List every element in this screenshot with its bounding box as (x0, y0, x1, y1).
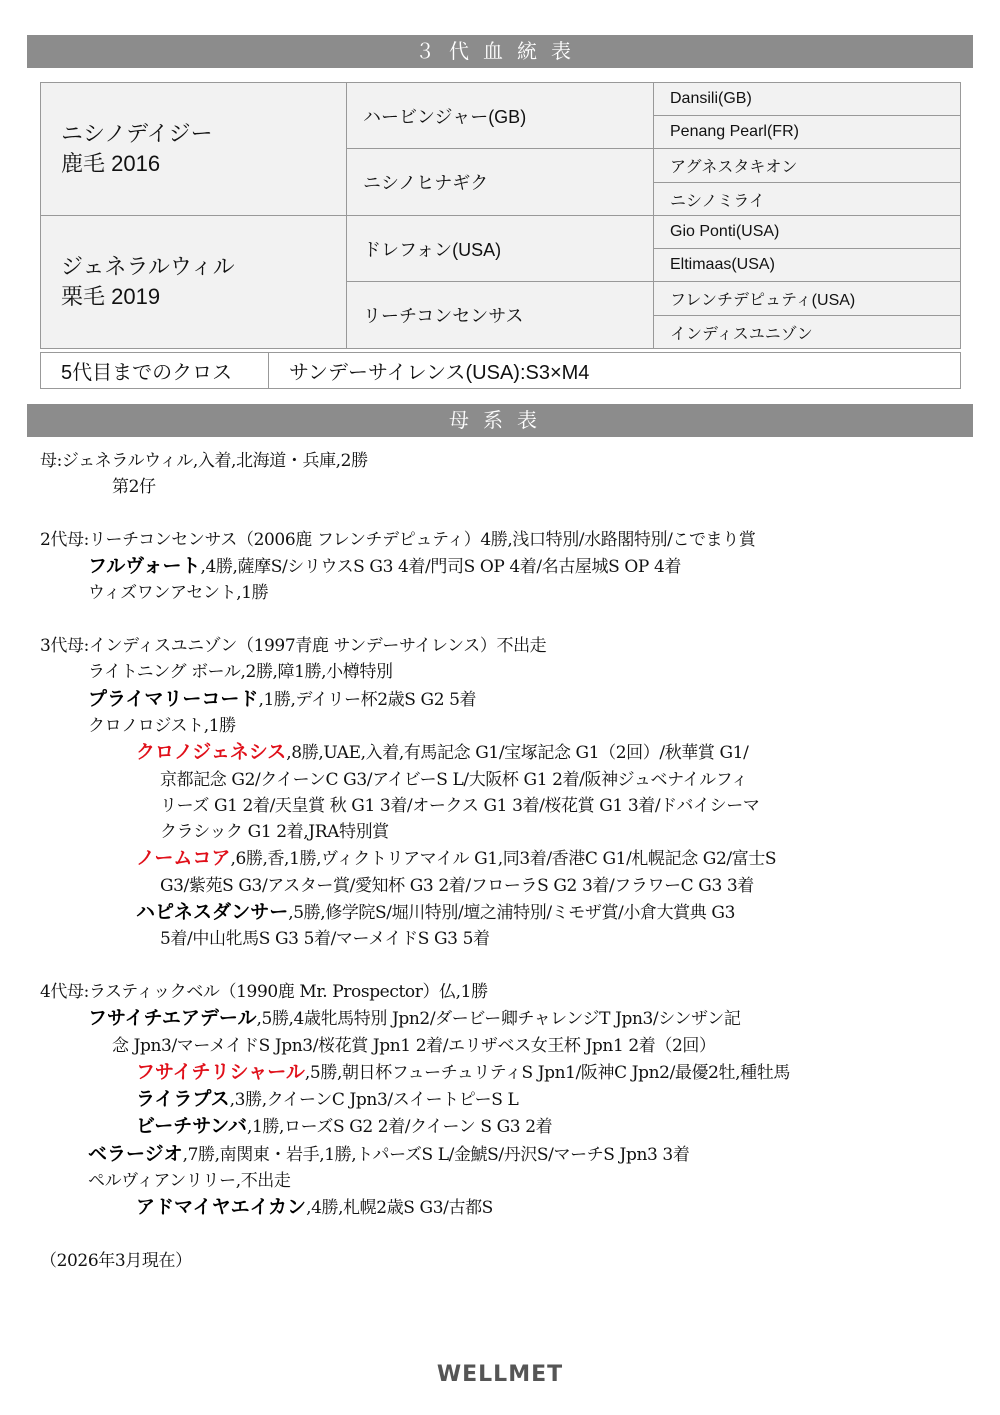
horse-name: フルヴォート (88, 555, 201, 578)
horse-name: アドマイヤエイカン (136, 1196, 307, 1219)
list-item (40, 1086, 970, 1113)
horse-name: ライラプス (136, 1088, 230, 1111)
sire-sire-dam-cell: Penang Pearl(FR) (654, 116, 961, 149)
inbreeding-cross-table (40, 352, 961, 389)
sire-name: ニシノデイジー (61, 121, 213, 146)
horse-name: ハピネスダンサー (136, 901, 289, 924)
record-continuation: リーズ G1 2着/天皇賞 秋 G1 3着/オークス G1 3着/桜花賞 G1 3着/ドバイシーマ (160, 795, 760, 816)
pedigree-section-header: ３代血統表 (27, 35, 973, 68)
cross-value: サンデーサイレンス(USA):S3×M4 (269, 353, 961, 389)
record-continuation: 京都記念 G2/クイーンC G3/アイビーS L/大阪杯 G1 2着/阪神ジュベナイルフィ (160, 769, 748, 790)
list-item (40, 686, 970, 713)
list-item (40, 1113, 970, 1140)
horse-record: ,5勝,4歳牝馬特別 Jpn2/ダービー卿チャレンジT Jpn3/シンザン記 (256, 1009, 741, 1030)
sire-dam-cell: ニシノヒナギク (347, 149, 654, 216)
sire-sire-cell: ハービンジャー(GB) (347, 83, 654, 149)
list-item (40, 1005, 970, 1032)
highlighted-horse-name: フサイチリシャール (136, 1060, 305, 1083)
dam-sire-cell: ドレフォン(USA) (347, 216, 654, 282)
sire-sire-sire-cell: Dansili(GB) (654, 83, 961, 116)
second-dam-line: 2代母:リーチコンセンサス（2006鹿 フレンチデピュティ）4勝,浅口特別/水路閣特別/こでまり賞 (40, 529, 756, 550)
cross-label: 5代目までのクロス (41, 353, 269, 389)
horse-record: ,4勝,薩摩S/シリウスS G3 4着/門司S OP 4着/名古屋城S OP 4着 (200, 557, 681, 578)
sire-dam-sire-cell: アグネスタキオン (654, 149, 961, 183)
list-item (40, 1141, 970, 1168)
sire-info: 鹿毛 2016 (61, 151, 161, 176)
horse-record: ,8勝,UAE,入着,有馬記念 G1/宝塚記念 G1（2回）/秋華賞 G1/ (286, 743, 749, 764)
fourth-dam-line: 4代母:ラスティックベル（1990鹿 Mr. Prospector）仏,1勝 (40, 981, 488, 1002)
record-continuation: 5着/中山牝馬S G3 5着/マーメイドS G3 5着 (160, 929, 490, 950)
horse-record: ,1勝,デイリー杯2歳S G2 5着 (258, 689, 477, 710)
horse-record: ,4勝,札幌2歳S G3/古都S (306, 1198, 493, 1219)
list-item: ライトニング ボール,2勝,障1勝,小樽特別 (88, 662, 393, 683)
dam-cell (41, 216, 347, 349)
female-line-section-header: 母系表 (27, 404, 973, 437)
list-item: クロノロジスト,1勝 (88, 715, 236, 736)
pedigree-table (40, 82, 961, 349)
record-continuation: G3/紫苑S G3/アスター賞/愛知杯 G3 2着/フローラS G2 3着/フラワーC G3 3着 (160, 875, 754, 896)
dam-sire-sire-cell: Gio Ponti(USA) (654, 216, 961, 249)
highlighted-horse-name: ノームコア (136, 847, 231, 870)
list-item (40, 739, 970, 766)
record-continuation: クラシック G1 2着,JRA特別賞 (160, 822, 389, 843)
list-item (40, 553, 970, 580)
horse-record: ,6勝,香,1勝,ヴィクトリアマイル G1,同3着/香港C G1/札幌記念 G2/富士S (230, 849, 777, 870)
dam-name: ジェネラルウィル (61, 254, 235, 279)
horse-name: プライマリーコード (88, 687, 259, 710)
as-of-date: （2026年3月現在） (40, 1250, 192, 1271)
list-item: ペルヴィアンリリー,不出走 (88, 1171, 291, 1192)
list-item (40, 899, 970, 926)
dam-note: 第2仔 (112, 477, 156, 498)
dam-dam-cell: リーチコンセンサス (347, 282, 654, 349)
sire-dam-dam-cell: ニシノミライ (654, 183, 961, 216)
horse-record: ,1勝,ローズS G2 2着/クイーン S G3 2着 (246, 1117, 553, 1138)
dam-dam-sire-cell: フレンチデピュティ(USA) (654, 282, 961, 316)
female-line-body (40, 448, 970, 1274)
horse-record: ,5勝,朝日杯フューチュリティS Jpn1/阪神C Jpn2/最優2牡,種牡馬 (304, 1062, 790, 1083)
brand-logo: WELLMET (436, 1362, 564, 1387)
sire-cell (41, 83, 347, 216)
horse-record: ,7勝,南関東・岩手,1勝,トパーズS L/金鯱S/丹沢S/マーチS Jpn3 3着 (182, 1144, 690, 1165)
dam-line: 母:ジェネラルウィル,入着,北海道・兵庫,2勝 (40, 451, 368, 471)
highlighted-horse-name: クロノジェネシス (136, 741, 287, 764)
list-item (40, 845, 970, 872)
record-continuation: 念 Jpn3/マーメイドS Jpn3/桜花賞 Jpn1 2着/エリザベス女王杯 Jpn1 2着（2回） (112, 1035, 716, 1056)
dam-dam-dam-cell: インディスユニゾン (654, 316, 961, 349)
list-item (40, 1194, 970, 1221)
horse-name: ビーチサンバ (136, 1115, 247, 1138)
horse-record: ,3勝,クイーンC Jpn3/スイートピーS L (229, 1090, 519, 1111)
list-item (40, 1059, 970, 1086)
horse-name: フサイチエアデール (88, 1007, 257, 1030)
dam-sire-dam-cell: Eltimaas(USA) (654, 249, 961, 282)
horse-name: ベラージオ (88, 1142, 183, 1165)
horse-record: ,5勝,修学院S/堀川特別/壇之浦特別/ミモザ賞/小倉大賞典 G3 (288, 903, 735, 924)
list-item: ウィズワンアセント,1勝 (88, 583, 269, 604)
third-dam-line: 3代母:インディスユニゾン（1997青鹿 サンデーサイレンス）不出走 (40, 636, 547, 657)
dam-info: 栗毛 2019 (61, 284, 161, 309)
